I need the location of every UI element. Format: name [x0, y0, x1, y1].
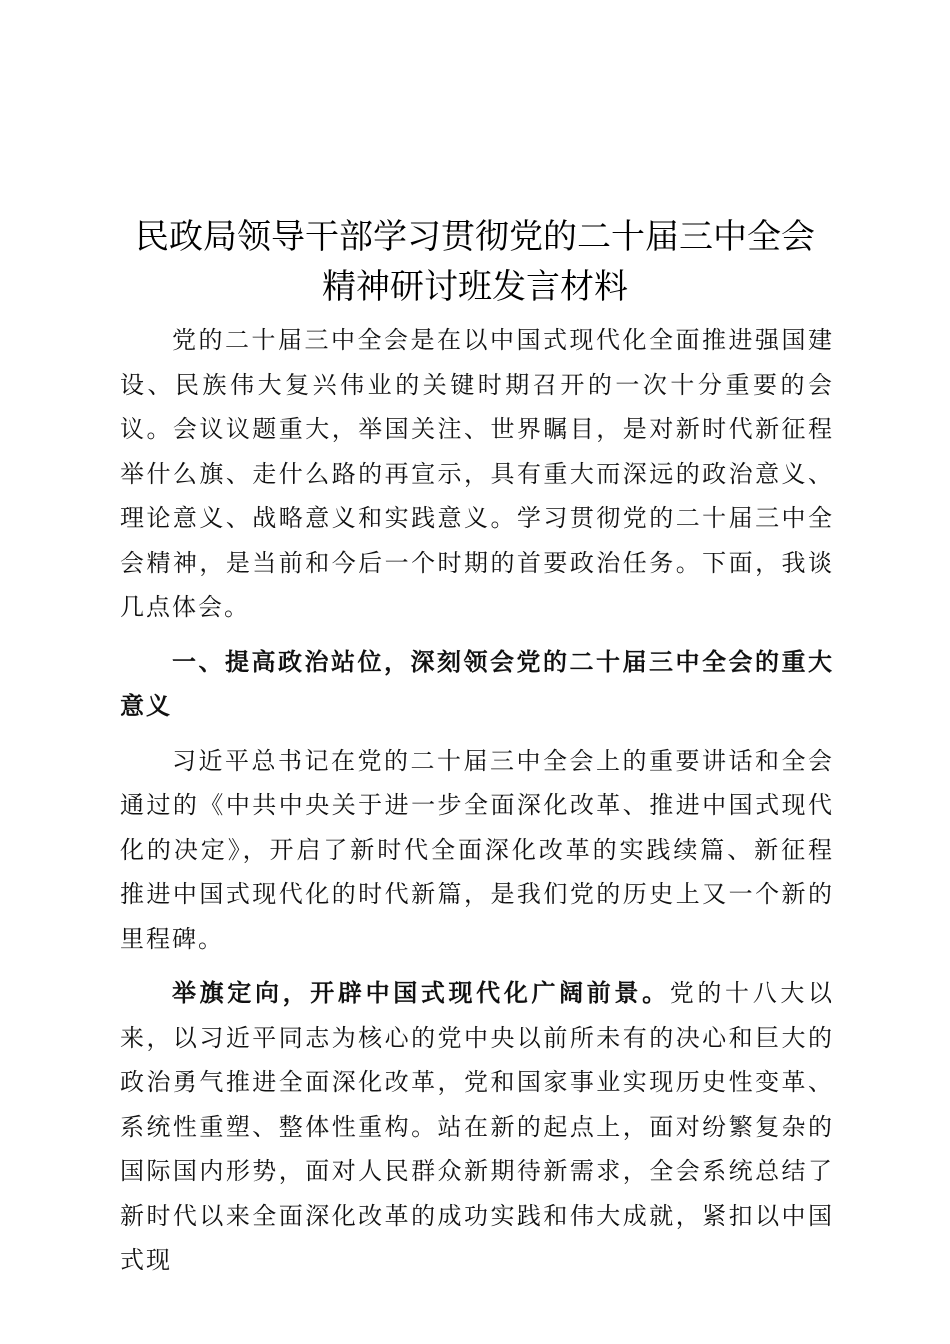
paragraph-intro: 党的二十届三中全会是在以中国式现代化全面推进强国建设、民族伟大复兴伟业的关键时期召开的一次十分重要的会议。会议议题重大，举国关注、世界瞩目，是对新时代新征程举什么旗、走什么路的再宣示，具有重大而深远的政治意义、理论意义、战略意义和实践意义。学习贯彻党的二十届三中全会精神，是当前和今后一个时期的首要政治任务。下面，我谈几点体会。 [120, 326, 834, 621]
paragraph-continuation: 党的十八大以来，以习近平同志为核心的党中央以前所未有的决心和巨大的政治勇气推进全面深化改革，党和国家事业实现历史性变革、系统性重塑、整体性重构。站在新的起点上，面对纷繁复杂的国际国内形势，面对人民群众新期待新需求，全会系统总结了新时代以来全面深化改革的成功实践和伟大成就，紧扣以中国式现 [120, 979, 835, 1274]
document-body [120, 318, 834, 1293]
title-line-1: 民政局领导干部学习贯彻党的二十届三中全会 [135, 217, 815, 257]
title-line-2: 精神研讨班发言材料 [322, 267, 628, 307]
paragraph-lead-sentence: 举旗定向，开辟中国式现代化广阔前景。 [172, 979, 670, 1007]
paragraph-flag-direction [120, 971, 834, 1283]
section-heading-1: 一、提高政治站位，深刻领会党的二十届三中全会的重大意义 [120, 647, 834, 720]
paragraph-speech: 习近平总书记在党的二十届三中全会上的重要讲话和全会通过的《中共中央关于进一步全面深化改革、推进中国式现代化的决定》，开启了新时代全面深化改革的实践续篇、新征程推进中国式现代化的时代新篇，是我们党的历史上又一个新的里程碑。 [120, 746, 834, 953]
document-title [100, 212, 850, 312]
